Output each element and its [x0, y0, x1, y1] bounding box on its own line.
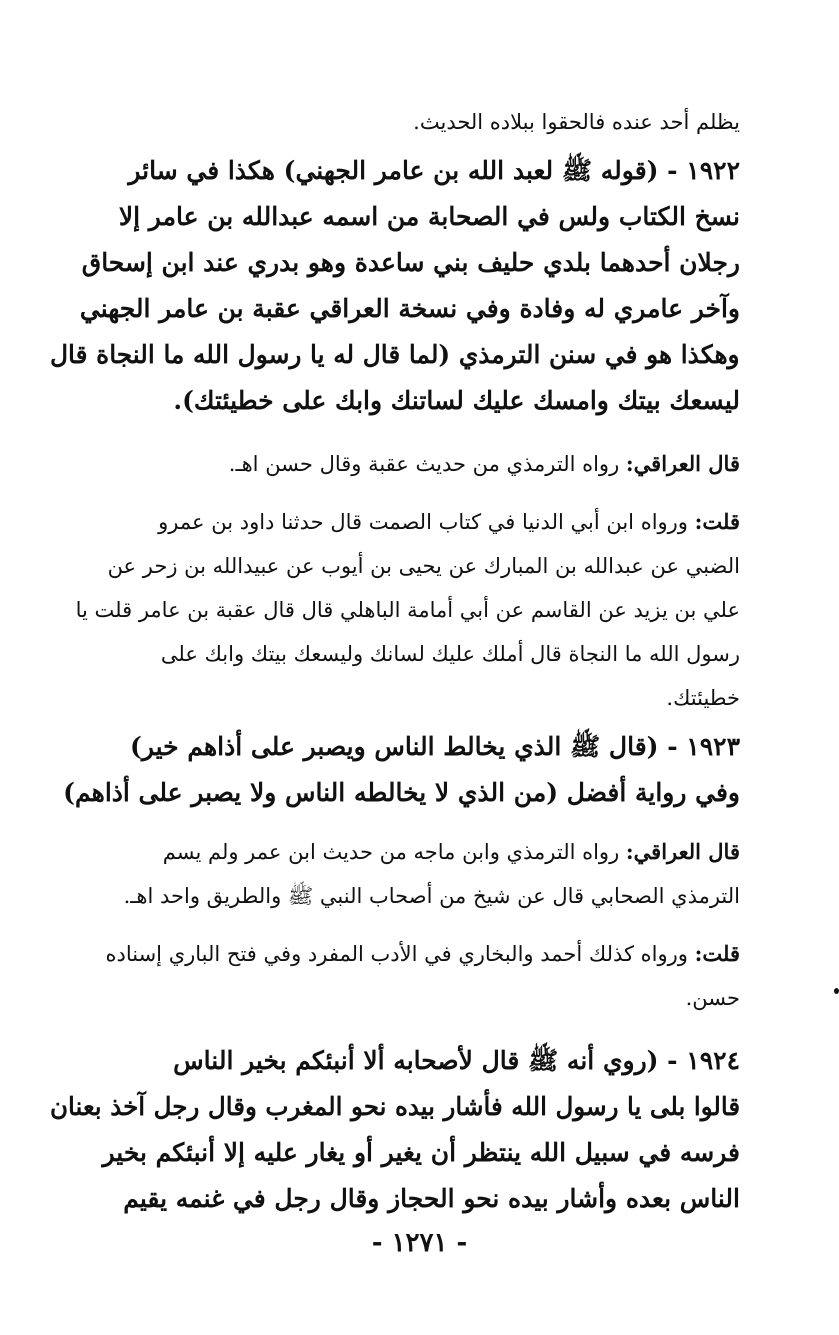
page-number: - ١٢٧١ - [371, 1228, 468, 1258]
note-line: حسن. [685, 986, 740, 1010]
note-text: ورواه كذلك أحمد والبخاري في الأدب المفرد وفي فتح الباري إسناده [105, 942, 695, 966]
note-iraqi-1923 [50, 830, 740, 918]
margin-dot [834, 988, 839, 994]
entry-line: ليسعك بيتك وامسك عليك لساتنك وابك على خطيئتك). [173, 386, 740, 415]
entry-line: وآخر عامري له وفادة وفي نسخة العراقي عقبة بن عامر الجهني [79, 294, 740, 323]
entry-1922 [50, 148, 740, 424]
note-iraqi-1922 [50, 442, 740, 486]
entry-line: ١٩٢٢ - (قوله ﷺ لعبد الله بن عامر الجهني) هكذا في سائر [128, 156, 740, 185]
note-line [50, 500, 740, 544]
note-line [50, 830, 740, 874]
entry-1923 [50, 724, 740, 816]
note-line: الترمذي الصحابي قال عن شيخ من أصحاب النبي ﷺ والطريق واحد اهـ. [123, 884, 740, 908]
intro-line: يظلم أحد عنده فالحقوا ببلاده الحديث. [413, 110, 740, 134]
note-label: قلت: [694, 941, 740, 966]
entry-line: وهكذا هو في سنن الترمذي (لما قال له يا رسول الله ما النجاة قال [50, 340, 740, 369]
entry-line: فرسه في سبيل الله ينتظر أن يغير أو يغار عليه إلا أنبئكم بخير [102, 1138, 740, 1167]
entry-1924 [50, 1038, 740, 1222]
entry-line: ١٩٢٤ - (روي أنه ﷺ قال لأصحابه ألا أنبئكم بخير الناس [173, 1046, 740, 1075]
note-line [50, 442, 740, 486]
note-qultu-1922 [50, 500, 740, 720]
note-line: الضبي عن عبدالله بن المبارك عن يحيى بن أيوب عن عبيدالله بن زحر عن [107, 554, 740, 578]
note-label: قال العراقي: [625, 451, 740, 476]
page-body [50, 100, 740, 1222]
note-label: قال العراقي: [625, 839, 740, 864]
note-qultu-1923 [50, 932, 740, 1020]
entry-line: الناس بعده وأشار بيده نحو الحجاز وقال رجل في غنمه يقيم [123, 1184, 740, 1213]
entry-line: ١٩٢٣ - (قال ﷺ الذي يخالط الناس ويصبر على أذاهم خير) [130, 732, 740, 761]
entry-line: رجلان أحدهما بلدي حليف بني ساعدة وهو بدري عند ابن إسحاق [81, 248, 740, 277]
note-text: ورواه ابن أبي الدنيا في كتاب الصمت قال حدثنا داود بن عمرو [158, 510, 695, 534]
note-text: رواه الترمذي من حديث عقبة وقال حسن اهـ. [228, 452, 626, 476]
entry-line: نسخ الكتاب ولس في الصحابة من اسمه عبدالله بن عامر إلا [118, 202, 740, 231]
note-label: قلت: [694, 509, 740, 534]
note-line: علي بن يزيد عن القاسم عن أبي أمامة الباهلي قال قال عقبة بن عامر قلت يا [75, 598, 740, 622]
note-line [50, 932, 740, 976]
entry-line: وفي رواية أفضل (من الذي لا يخالطه الناس ولا يصبر على أذاهم) [63, 778, 740, 807]
note-line: خطيئتك. [666, 686, 740, 710]
note-text: رواه الترمذي وابن ماجه من حديث ابن عمر ولم يسم [162, 840, 626, 864]
note-line: رسول الله ما النجاة قال أملك عليك لسانك وليسعك بيتك وابك على [160, 642, 740, 666]
entry-line: قالوا بلى يا رسول الله فأشار بيده نحو المغرب وقال رجل آخذ بعنان [49, 1092, 740, 1121]
